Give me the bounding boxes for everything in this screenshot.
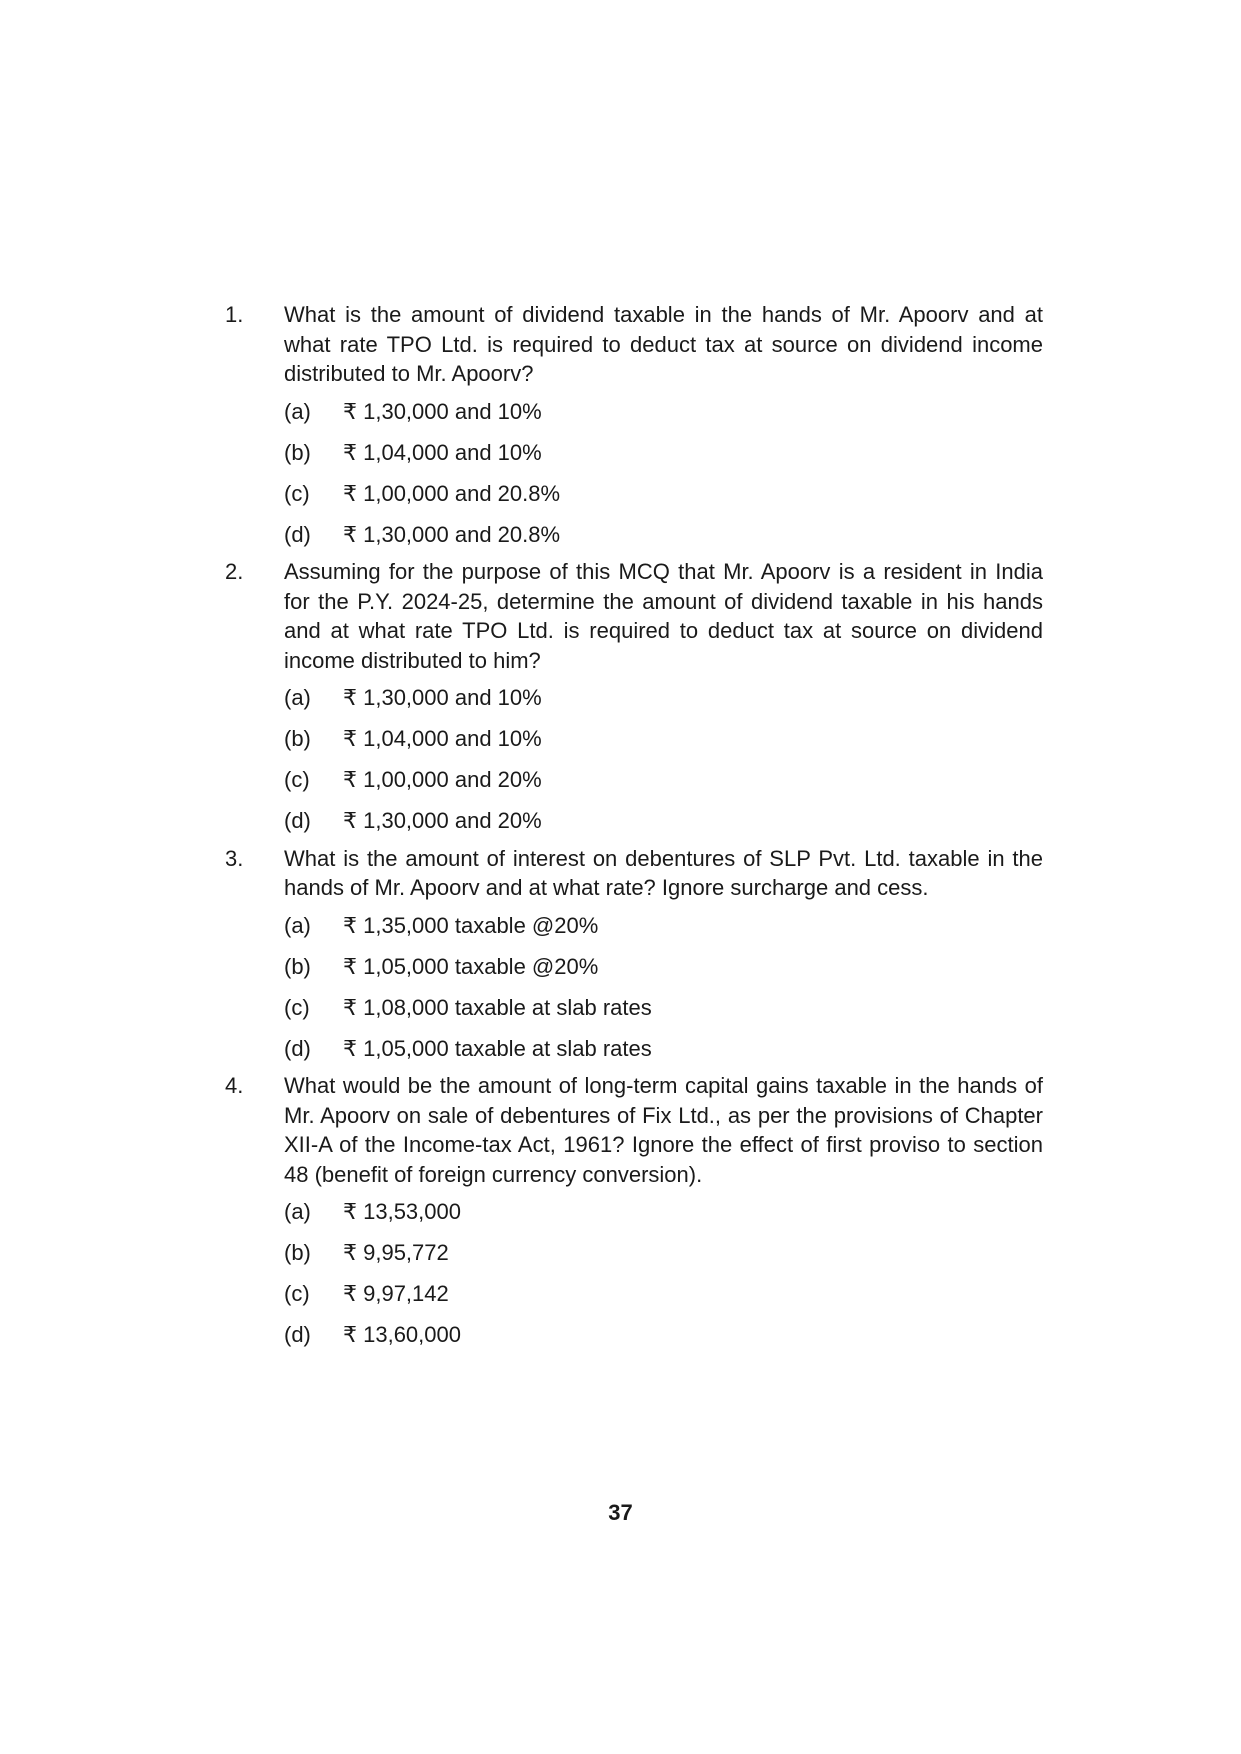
question-1 bbox=[225, 300, 1043, 549]
option-text: ₹ 1,35,000 taxable @20% bbox=[343, 912, 599, 938]
option-text: ₹ 1,04,000 and 10% bbox=[343, 439, 542, 465]
option-label: (d) bbox=[284, 1035, 311, 1061]
option-text: ₹ 13,53,000 bbox=[343, 1199, 461, 1224]
option-text: ₹ 1,00,000 and 20% bbox=[343, 767, 542, 792]
question-text: Assuming for the purpose of this MCQ that Mr. Apoorv is a resident in India for the P.Y. 2024-25, determine the amount of dividend taxable in his hands and at what rate TPO Ltd. is required to deduct tax at source on dividend income distributed to him? bbox=[284, 559, 1043, 673]
option-text: ₹ 13,60,000 bbox=[343, 1322, 461, 1347]
option-d bbox=[284, 806, 1043, 836]
option-label: (a) bbox=[284, 1199, 311, 1224]
option-label: (c) bbox=[284, 1281, 310, 1306]
option-label: (b) bbox=[284, 726, 311, 751]
option-text: ₹ 1,05,000 taxable @20% bbox=[343, 953, 599, 979]
option-list bbox=[284, 683, 1043, 836]
question-4 bbox=[225, 1071, 1043, 1350]
option-label: (b) bbox=[284, 953, 311, 979]
option-text: ₹ 1,08,000 taxable at slab rates bbox=[343, 994, 652, 1020]
option-label: (d) bbox=[284, 521, 311, 547]
option-label: (b) bbox=[284, 439, 311, 465]
question-number: 1. bbox=[225, 302, 244, 327]
page-number: 37 bbox=[608, 1500, 633, 1525]
option-label: (b) bbox=[284, 1240, 311, 1265]
option-c bbox=[284, 1279, 1043, 1309]
question-number: 2. bbox=[225, 559, 244, 584]
option-text: ₹ 9,95,772 bbox=[343, 1240, 449, 1265]
question-text: What is the amount of interest on debentures of SLP Pvt. Ltd. taxable in the hands of Mr. Apoorv and at what rate? Ignore surcharge and cess. bbox=[284, 845, 1043, 900]
option-c bbox=[284, 765, 1043, 795]
option-d bbox=[284, 520, 1043, 550]
option-a bbox=[284, 1197, 1043, 1227]
question-2 bbox=[225, 557, 1043, 836]
option-text: ₹ 1,30,000 and 20% bbox=[343, 808, 542, 833]
option-b bbox=[284, 952, 1043, 982]
option-b bbox=[284, 438, 1043, 468]
option-text: ₹ 1,30,000 and 10% bbox=[343, 398, 542, 424]
option-text: ₹ 1,04,000 and 10% bbox=[343, 726, 542, 751]
option-d bbox=[284, 1320, 1043, 1350]
option-label: (d) bbox=[284, 1322, 311, 1347]
option-text: ₹ 9,97,142 bbox=[343, 1281, 449, 1306]
question-number: 4. bbox=[225, 1073, 244, 1098]
option-label: (d) bbox=[284, 808, 311, 833]
option-a bbox=[284, 683, 1043, 713]
question-list bbox=[225, 300, 1043, 1358]
question-3 bbox=[225, 844, 1043, 1064]
option-text: ₹ 1,00,000 and 20.8% bbox=[343, 480, 561, 506]
question-number: 3. bbox=[225, 845, 244, 871]
option-text: ₹ 1,30,000 and 20.8% bbox=[343, 521, 561, 547]
option-c bbox=[284, 993, 1043, 1023]
question-text: What would be the amount of long-term capital gains taxable in the hands of Mr. Apoorv on sale of debentures of Fix Ltd., as per the provisions of Chapter XII-A of the Income-tax Act, 1961? Ignore the effect of first proviso to section 48 (benefit of foreign currency conversion). bbox=[284, 1073, 1043, 1187]
option-text: ₹ 1,30,000 and 10% bbox=[343, 685, 542, 710]
option-label: (c) bbox=[284, 994, 310, 1020]
option-d bbox=[284, 1034, 1043, 1064]
option-c bbox=[284, 479, 1043, 509]
option-label: (a) bbox=[284, 398, 311, 424]
option-label: (a) bbox=[284, 912, 311, 938]
option-a bbox=[284, 397, 1043, 427]
option-text: ₹ 1,05,000 taxable at slab rates bbox=[343, 1035, 652, 1061]
option-b bbox=[284, 724, 1043, 754]
option-list bbox=[284, 911, 1043, 1064]
option-list bbox=[284, 397, 1043, 550]
option-label: (c) bbox=[284, 767, 310, 792]
option-label: (c) bbox=[284, 480, 310, 506]
option-label: (a) bbox=[284, 685, 311, 710]
option-list bbox=[284, 1197, 1043, 1350]
question-text: What is the amount of dividend taxable in the hands of Mr. Apoorv and at what rate TPO Ltd. is required to deduct tax at source on dividend income distributed to Mr. Apoorv? bbox=[284, 302, 1043, 386]
option-a bbox=[284, 911, 1043, 941]
option-b bbox=[284, 1238, 1043, 1268]
